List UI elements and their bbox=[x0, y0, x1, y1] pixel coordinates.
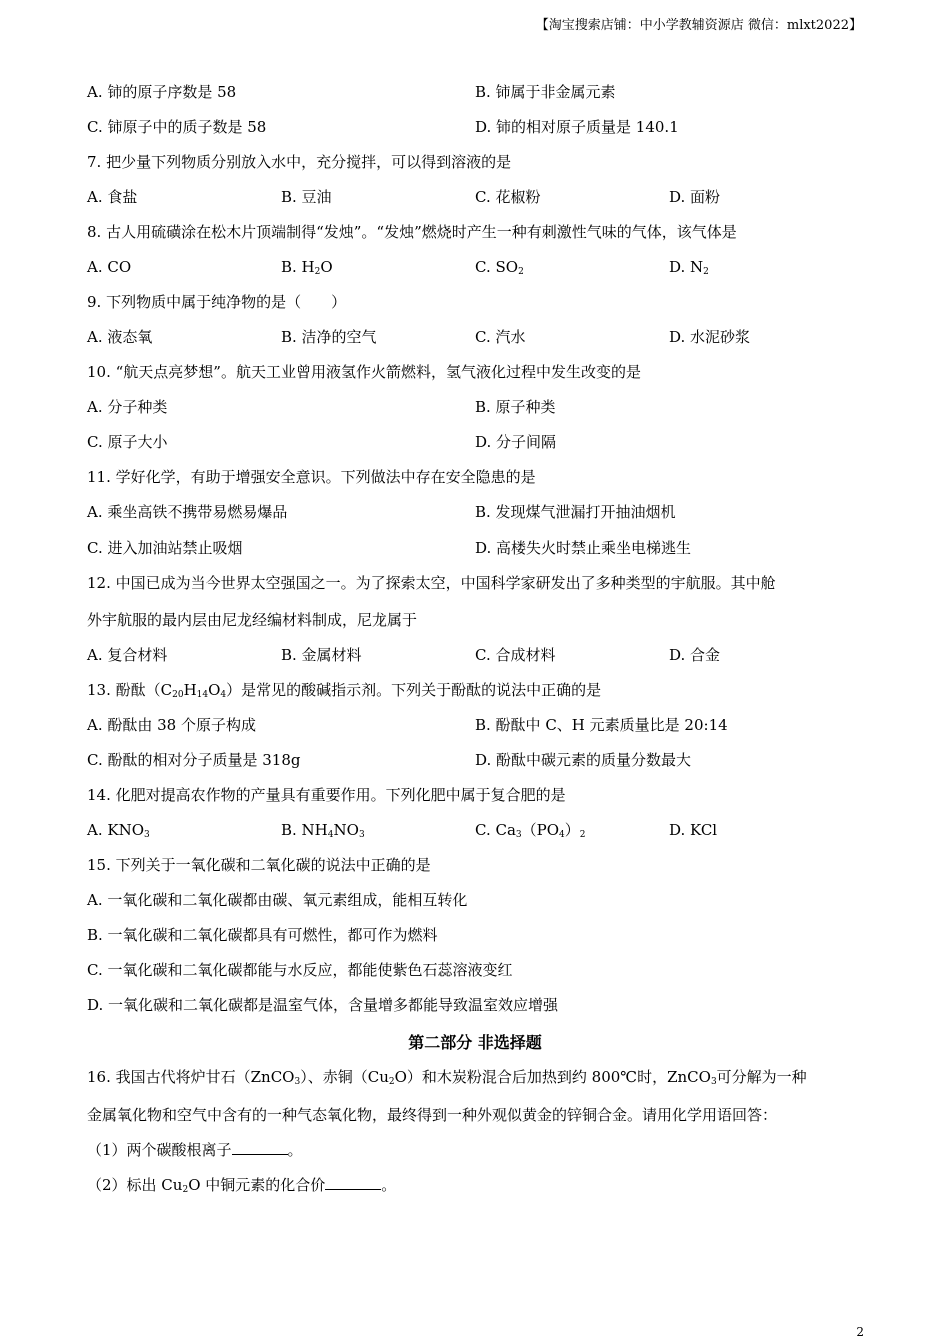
q14-option-b: B. $NH_4NO_3$ bbox=[281, 821, 365, 840]
q11-stem: 11. 学好化学，有助于增强安全意识。下列做法中存在安全隐患的是 bbox=[87, 468, 536, 486]
q7-option-b: B. 豆油 bbox=[281, 188, 332, 206]
q14-options bbox=[87, 820, 877, 842]
q11-options-row-1 bbox=[87, 502, 877, 524]
answer-blank[interactable] bbox=[232, 1140, 288, 1155]
q16-part-1: （1）两个碳酸根离子 。 bbox=[87, 1141, 303, 1159]
q7-option-a: A. 食盐 bbox=[87, 188, 138, 206]
q8-option-d: D. $N_2$ bbox=[669, 258, 709, 277]
q10-option-b: B. 原子种类 bbox=[475, 398, 556, 416]
section-title: 第二部分 非选择题 bbox=[408, 1033, 542, 1052]
page-number: 2 bbox=[856, 1325, 864, 1339]
q8-option-c: C. $SO_2$ bbox=[475, 258, 524, 277]
q8-stem: 8. 古人用硫磺涂在松木片顶端制得“发烛”。“发烛”燃烧时产生一种有刺激性气味的气体，该气体是 bbox=[87, 223, 737, 241]
q13-option-c: C. 酚酞的相对分子质量是 318g bbox=[87, 751, 301, 769]
q9-option-d: D. 水泥砂浆 bbox=[669, 328, 751, 346]
q11-option-b: B. 发现煤气泄漏打开抽油烟机 bbox=[475, 503, 676, 521]
q14-option-c: C. $Ca_3(PO_4)_2$ bbox=[475, 821, 586, 840]
q15-stem: 15. 下列关于一氧化碳和二氧化碳的说法中正确的是 bbox=[87, 856, 431, 874]
q6-option-a: A. 铈的原子序数是 58 bbox=[87, 83, 237, 101]
q7-stem: 7. 把少量下列物质分别放入水中，充分搅拌，可以得到溶液的是 bbox=[87, 153, 512, 171]
q9-stem: 9. 下列物质中属于纯净物的是（ ） bbox=[87, 293, 347, 311]
page-header: 【淘宝搜索店铺：中小学教辅资源店 微信：mlxt2022】 bbox=[535, 18, 862, 33]
answer-blank[interactable] bbox=[325, 1175, 381, 1190]
q7-option-c: C. 花椒粉 bbox=[475, 188, 541, 206]
q14-stem: 14. 化肥对提高农作物的产量具有重要作用。下列化肥中属于复合肥的是 bbox=[87, 786, 566, 804]
q15-option-b: B. 一氧化碳和二氧化碳都具有可燃性，都可作为燃料 bbox=[87, 926, 438, 944]
q9-option-b: B. 洁净的空气 bbox=[281, 328, 377, 346]
q11-option-a: A. 乘坐高铁不携带易燃易爆品 bbox=[87, 503, 288, 521]
q13-option-d: D. 酚酞中碳元素的质量分数最大 bbox=[475, 751, 692, 769]
q12-stem-line-2: 外宇航服的最内层由尼龙经编材料制成，尼龙属于 bbox=[87, 611, 418, 629]
q6-options-row-2 bbox=[87, 117, 877, 139]
q13-option-a: A. 酚酞由 38 个原子构成 bbox=[87, 716, 256, 734]
q10-option-a: A. 分子种类 bbox=[87, 398, 168, 416]
q12-options bbox=[87, 645, 877, 667]
q16-part-2: （2）标出 $Cu_2O$ 中铜元素的化合价 。 bbox=[87, 1176, 397, 1195]
q11-option-d: D. 高楼失火时禁止乘坐电梯逃生 bbox=[475, 539, 692, 557]
q12-option-c: C. 合成材料 bbox=[475, 646, 556, 664]
q10-options-row-1 bbox=[87, 397, 877, 419]
q6-option-b: B. 铈属于非金属元素 bbox=[475, 83, 616, 101]
q10-options-row-2 bbox=[87, 432, 877, 454]
q7-option-d: D. 面粉 bbox=[669, 188, 721, 206]
q8-option-b: B. $H_2O$ bbox=[281, 258, 333, 277]
q6-option-c: C. 铈原子中的质子数是 58 bbox=[87, 118, 267, 136]
q8-option-a: A. CO bbox=[87, 258, 132, 276]
q12-option-a: A. 复合材料 bbox=[87, 646, 168, 664]
q15-option-c: C. 一氧化碳和二氧化碳都能与水反应，都能使紫色石蕊溶液变红 bbox=[87, 961, 513, 979]
q14-option-a: A. $KNO_3$ bbox=[87, 821, 150, 840]
q10-option-c: C. 原子大小 bbox=[87, 433, 168, 451]
q11-option-c: C. 进入加油站禁止吸烟 bbox=[87, 539, 243, 557]
q16-stem-line-2: 金属氧化物和空气中含有的一种气态氧化物，最终得到一种外观似黄金的锌铜合金。请用化学用语回答： bbox=[87, 1106, 778, 1124]
q12-option-b: B. 金属材料 bbox=[281, 646, 362, 664]
q13-options-row-2 bbox=[87, 750, 877, 772]
q15-option-a: A. 一氧化碳和二氧化碳都由碳、氧元素组成，能相互转化 bbox=[87, 891, 468, 909]
q12-option-d: D. 合金 bbox=[669, 646, 721, 664]
q12-stem-line-1: 12. 中国已成为当今世界太空强国之一。为了探索太空，中国科学家研发出了多种类型的宇航服。其中舱 bbox=[87, 574, 776, 592]
q11-options-row-2 bbox=[87, 538, 877, 560]
q7-options bbox=[87, 187, 877, 209]
q13-option-b: B. 酚酞中 C、H 元素质量比是 20:14 bbox=[475, 716, 728, 734]
q13-options-row-1 bbox=[87, 715, 877, 737]
q9-options bbox=[87, 327, 877, 349]
q14-option-d: D. KCl bbox=[669, 821, 718, 839]
q13-stem: 13. 酚酞$(C_{20}H_{14}O_4)$是常见的酸碱指示剂。下列关于酚酞的说法中正确的是 bbox=[87, 681, 602, 700]
q6-option-d: D. 铈的相对原子质量是 140.1 bbox=[475, 118, 679, 136]
q9-option-c: C. 汽水 bbox=[475, 328, 526, 346]
q16-stem-line-1: 16. 我国古代将炉甘石（ZnCO$_3$）、赤铜$(Cu_2O)$和木炭粉混合后加热到约 800℃时，ZnCO$_3$可分解为一种 bbox=[87, 1068, 807, 1087]
q10-option-d: D. 分子间隔 bbox=[475, 433, 557, 451]
q8-options bbox=[87, 257, 877, 279]
q15-option-d: D. 一氧化碳和二氧化碳都是温室气体，含量增多都能导致温室效应增强 bbox=[87, 996, 559, 1014]
q9-option-a: A. 液态氧 bbox=[87, 328, 153, 346]
q6-options-row-1 bbox=[87, 82, 877, 104]
q10-stem: 10. “航天点亮梦想”。航天工业曾用液氢作火箭燃料，氢气液化过程中发生改变的是 bbox=[87, 363, 641, 381]
